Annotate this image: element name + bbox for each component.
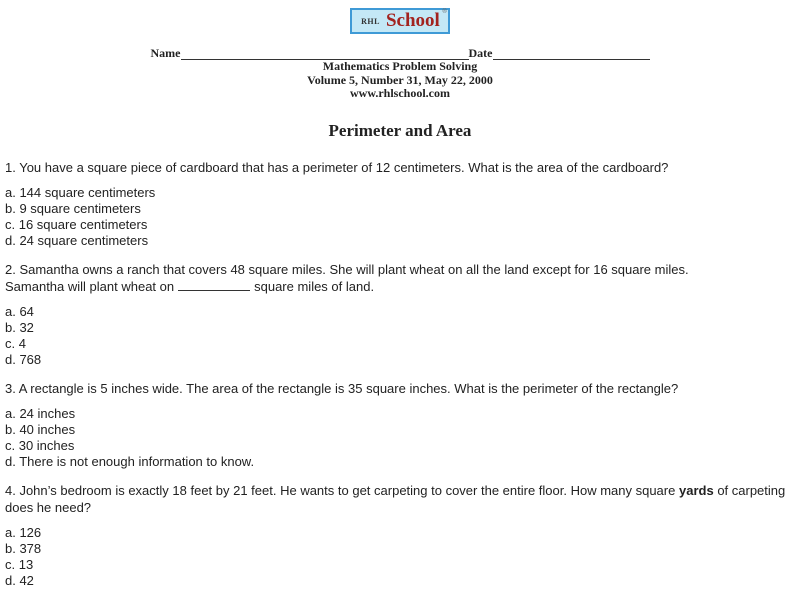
answer-blank — [178, 279, 250, 291]
question-text-emphasis: yards — [678, 483, 714, 498]
choice-b: b. 378 — [5, 541, 42, 556]
choice-d: d. There is not enough information to know. — [5, 454, 255, 469]
question-text-line2-end: square miles of land. — [254, 279, 375, 294]
choice-a: a. 144 square centimeters — [5, 185, 156, 200]
choice-a: a. 64 — [5, 304, 34, 319]
choice-list — [5, 304, 795, 368]
choice-d: d. 768 — [5, 352, 42, 367]
name-label: Name — [150, 46, 181, 60]
logo-prefix: RHL — [361, 16, 380, 26]
issue-line: Volume 5, Number 31, May 22, 2000 — [307, 72, 493, 87]
choice-d: d. 24 square centimeters — [5, 233, 149, 248]
questions-section — [5, 159, 795, 589]
name-date-line — [0, 46, 800, 60]
question-text — [5, 261, 795, 295]
logo-container — [0, 8, 800, 34]
subject-line: Mathematics Problem Solving — [322, 59, 478, 73]
choice-c: c. 16 square centimeters — [5, 217, 148, 232]
question-text-line2-start: Samantha will plant wheat on — [5, 279, 175, 294]
question-2 — [5, 261, 795, 368]
choice-a: a. 24 inches — [5, 406, 76, 421]
date-label: Date — [468, 46, 493, 60]
website-line: www.rhlschool.com — [350, 86, 450, 100]
logo-name: School — [385, 10, 440, 31]
question-text-line1: 2. Samantha owns a ranch that covers 48 square miles. She will plant wheat on all the land except for 16 square miles. — [5, 262, 689, 277]
rhl-school-logo — [350, 8, 450, 34]
choice-b: b. 32 — [5, 320, 34, 335]
question-text: 3. A rectangle is 5 inches wide. The area of the rectangle is 35 square inches. What is the perimeter of the rectangle? — [5, 381, 679, 396]
registered-mark-icon: ® — [442, 9, 447, 15]
choice-b: b. 40 inches — [5, 422, 76, 437]
choice-c: c. 30 inches — [5, 438, 75, 453]
choice-list — [5, 406, 795, 470]
date-blank — [493, 47, 650, 60]
choice-c: c. 13 — [5, 557, 34, 572]
choice-list — [5, 185, 795, 249]
question-text-start: 4. John’s bedroom is exactly 18 feet by 21 feet. He wants to get carpeting to cover the entire floor. How many square — [5, 483, 676, 498]
choice-a: a. 126 — [5, 525, 42, 540]
choice-b: b. 9 square centimeters — [5, 201, 141, 216]
question-text — [5, 482, 795, 516]
page-title: Perimeter and Area — [328, 121, 472, 140]
choice-c: c. 4 — [5, 336, 26, 351]
question-1 — [5, 159, 795, 249]
question-4 — [5, 482, 795, 589]
choice-d: d. 42 — [5, 573, 34, 588]
question-text-end: of carpeting does he need? — [5, 483, 786, 515]
question-3 — [5, 380, 795, 470]
question-text: 1. You have a square piece of cardboard that has a perimeter of 12 centimeters. What is the area of the cardboard? — [5, 160, 669, 175]
worksheet-header — [0, 46, 800, 101]
choice-list — [5, 525, 795, 589]
